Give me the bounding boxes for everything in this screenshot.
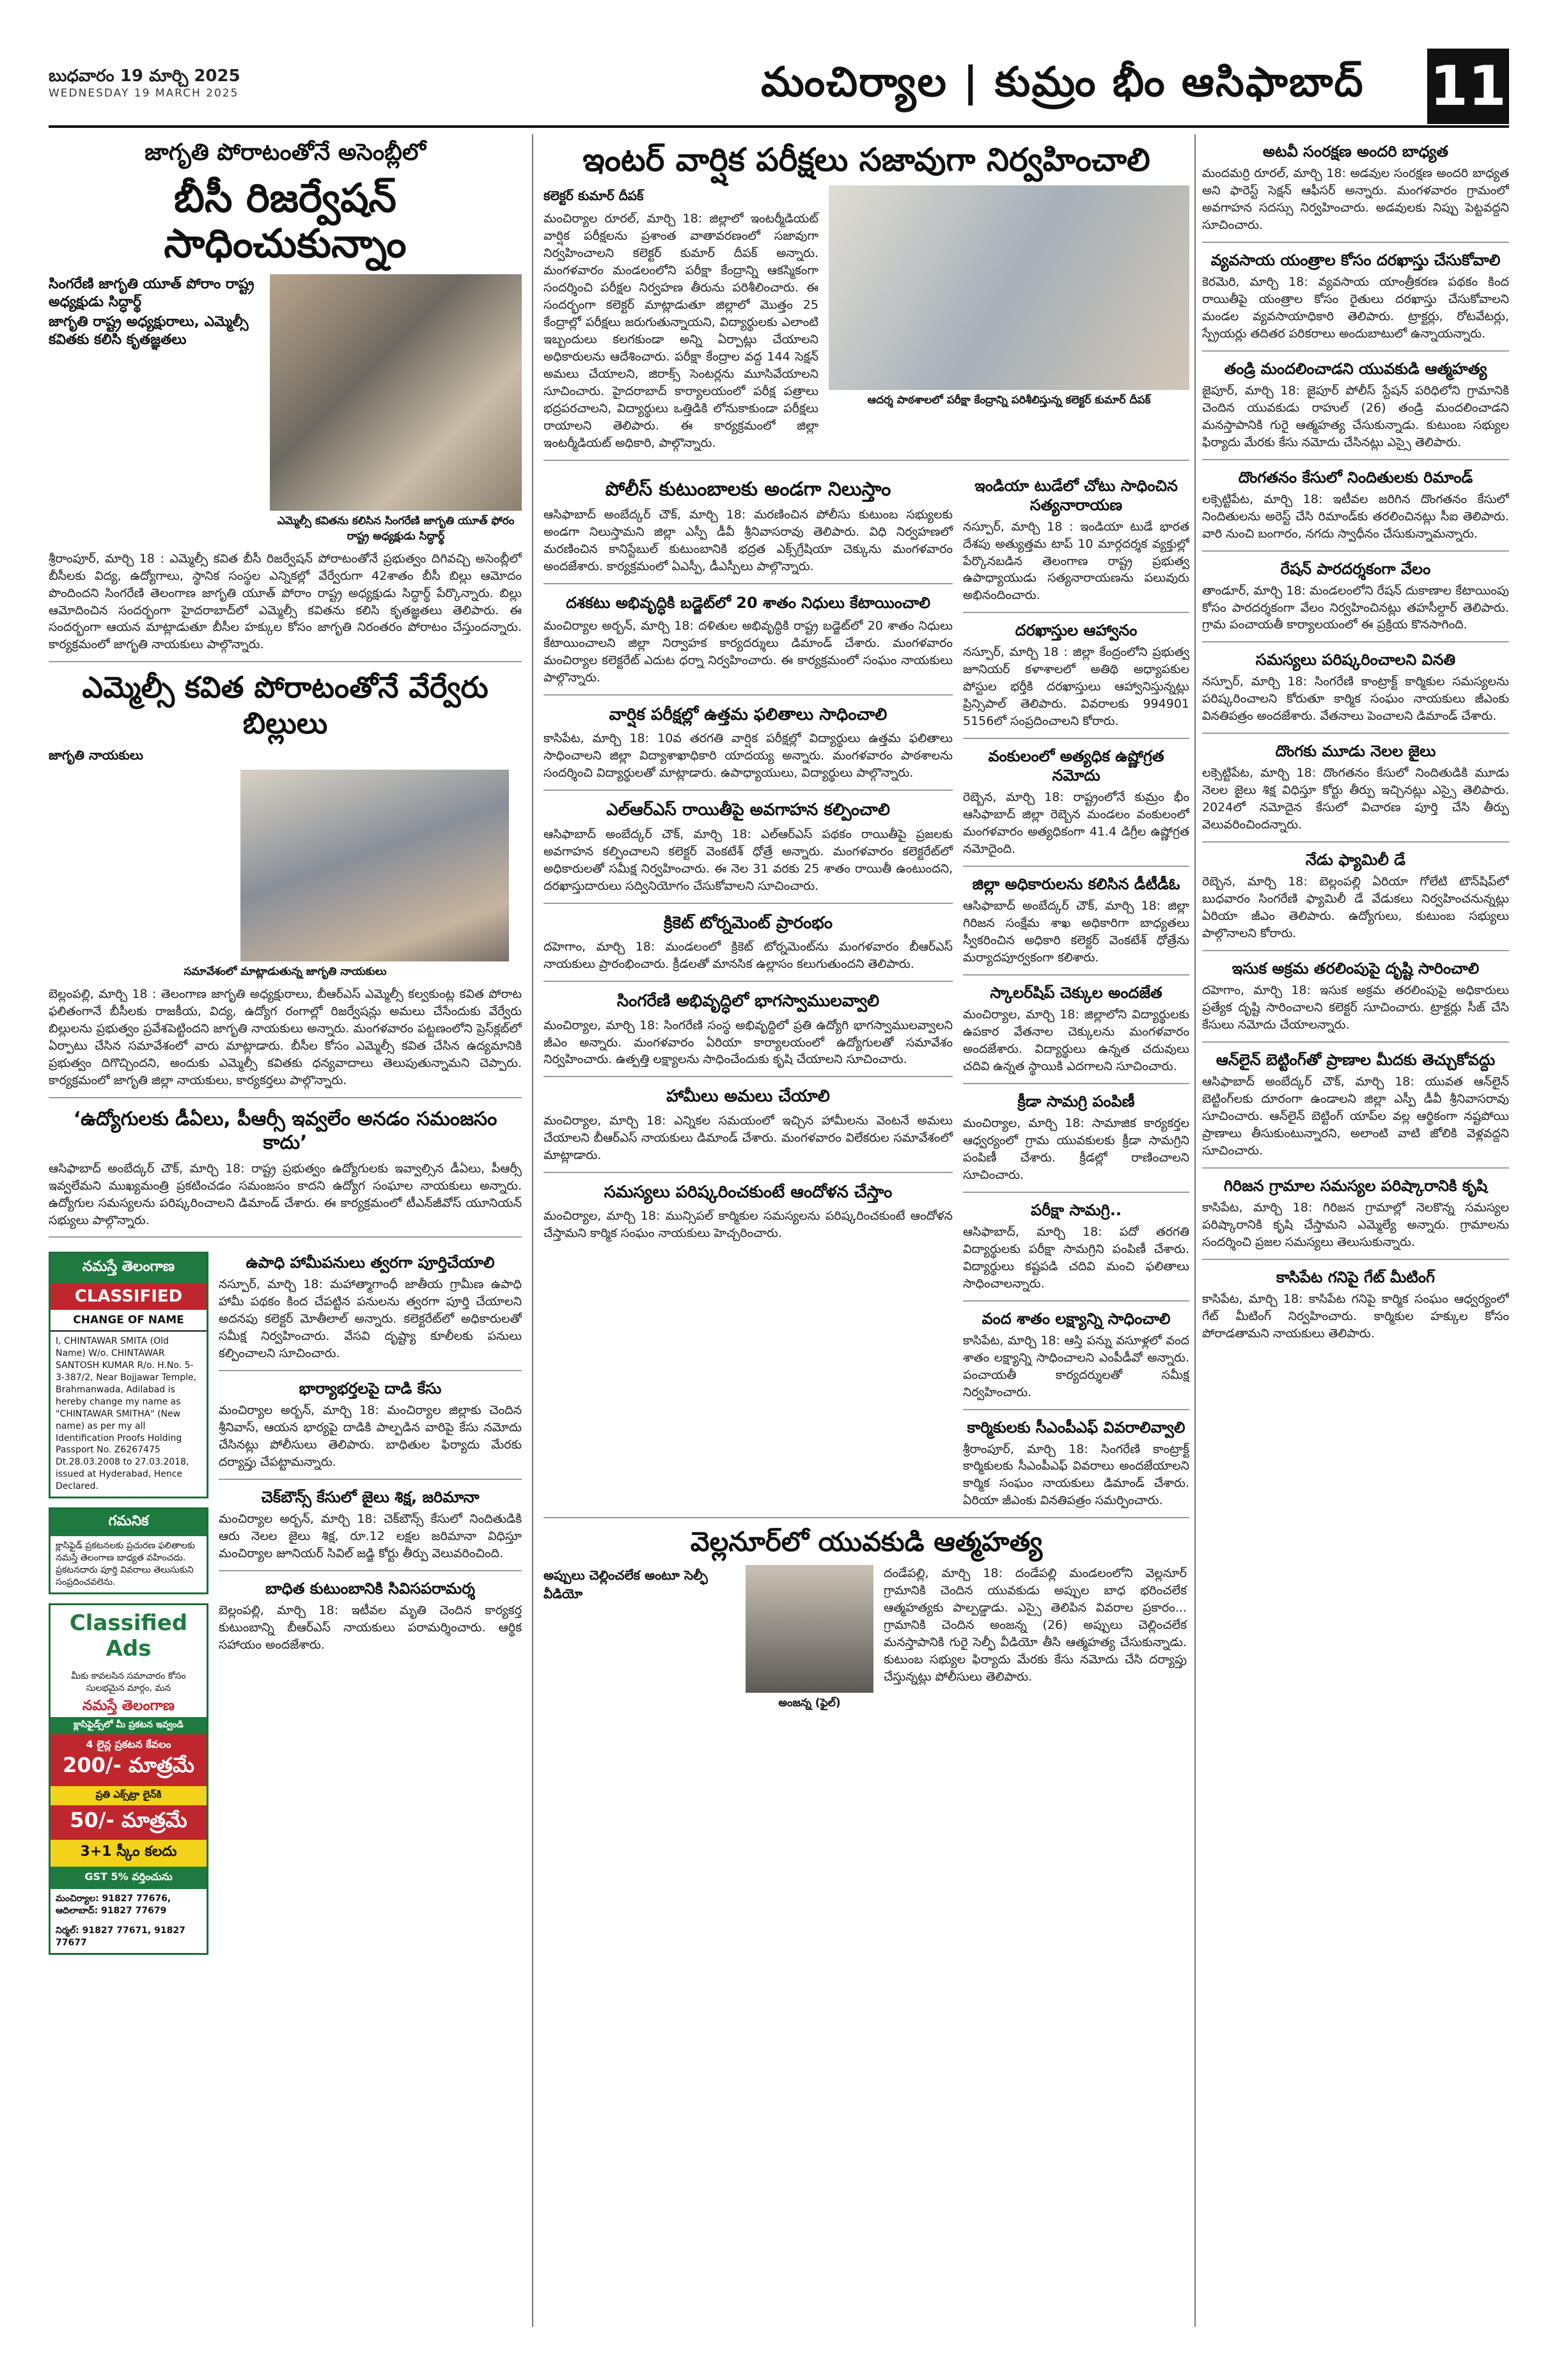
article-headline: చెక్‌బౌన్స్ కేసులో జైలు శిక్ష, జరిమానా <box>261 1488 480 1507</box>
article-headline: ఇండియా టుడేలో చోటు సాధించిన సత్యనారాయణ <box>974 476 1178 514</box>
divider <box>1202 1259 1509 1260</box>
notice-box <box>49 1507 208 1594</box>
article-headline: నేడు ఫ్యామిలీ డే <box>1305 851 1406 869</box>
notice-text: I, CHINTAWAR SMITA (Old Name) W/o. CHINTAWAR SANTOSH KUMAR R/o. H.No. 5-3-387/2, Near Bojjawar Temple, Brahmanwada, Adilabad is hereby change my name as "CHINTAWAR SMITHA" (New name) as per my all Identification Proofs Holding Passport No. Z6267475 Dt.28.03.2008 to 27.03.2018, issued at Hyderabad, Hence Declared. <box>56 1336 197 1492</box>
article-headline: తండ్రి మందలించాడని యువకుడి ఆత్మహత్య <box>1224 359 1487 378</box>
article-headline: ఆన్‌లైన్ బెట్టింగ్‌తో ప్రాణాల మీదకు తెచ్చుకోవద్దు <box>1216 1051 1496 1069</box>
article-headline: స్కాలర్‌షిప్ చెక్కుల అందజేత <box>990 984 1162 1002</box>
divider <box>963 1300 1189 1302</box>
masthead <box>0 0 1557 128</box>
article-headline: భార్యాభర్తలపై దాడి కేసు <box>299 1380 442 1398</box>
article-headline: గిరిజన గ్రామాల సమస్యల పరిష్కారానికి కృషి <box>1223 1176 1488 1195</box>
divider <box>544 789 953 791</box>
article-headline: ఎమ్మెల్సీ కవిత పోరాటంతోనే వేర్వేరు బిల్లులు <box>82 670 489 740</box>
article-body: కాసిపేట, మార్చి 18: గిరిజన గ్రామాల్లో నెలకొన్న సమస్యల పరిష్కారానికి కృషి చేస్తామని ఎమ్మెల్యే అన్నారు. గ్రామాలను సందర్శించి ప్రజల సమస్యలు తెలుసుకున్నారు. <box>1202 1200 1509 1249</box>
divider <box>544 981 953 982</box>
divider <box>1202 550 1509 552</box>
page-number: 11 <box>1427 49 1509 124</box>
article-headline: బీసీ రిజర్వేషన్ సాధించుకున్నాం <box>164 175 407 267</box>
article-body: మంచిర్యాల, మార్చి 18: సింగరేణి సంస్థ అభివృద్ధిలో ప్రతి ఉద్యోగి భాగస్వాములవ్వాలని జీఎం అన్నారు. మంగళవారం ఏరియా కార్యాలయంలో ఉద్యోగులతో సమావేశం నిర్వహించారు. ఉత్పత్తి లక్ష్యాలను సాధించేందుకు కృషి చేయాలని సూచించారు. <box>544 1018 953 1067</box>
offer-badge: 3+1 స్కీం కలదు <box>51 1840 207 1867</box>
article-headline: ఉపాధి హామీపనులు త్వరగా పూర్తిచేయాలి <box>246 1254 495 1272</box>
article-headline: ఇసుక అక్రమ తరలింపుపై దృష్టి సారించాలి <box>1232 960 1480 978</box>
article-body: మంచిర్యాల అర్బన్, మార్చి 18: చెక్‌బౌన్స్ కేసులో నిందితుడికి ఆరు నెలల జైలు శిక్ష, రూ.12 లక్షల జరిమానా విధిస్తూ మంచిర్యాల జూనియర్ సివిల్ జడ్జి కోర్టు తీర్పు వెలువరించింది. <box>219 1512 522 1561</box>
masthead-rule <box>49 125 1509 128</box>
article-body: కాసిపేట, మార్చి 18: 10వ తరగతి వార్షిక పరీక్షల్లో విద్యార్థులు ఉత్తమ ఫలితాలు సాధించాలని జిల్లా విద్యాశాఖాధికారి యాదయ్య అన్నారు. మంగళవారం పాఠశాలను సందర్శించి విద్యార్థులతో మాట్లాడారు. ఉపాధ్యాయులు, విద్యార్థులు పాల్గొన్నారు. <box>544 731 953 781</box>
divider <box>963 612 1189 613</box>
article-headline: దొంగతనం కేసులో నిందితులకు రిమాండ్ <box>1238 468 1473 486</box>
divider <box>219 1570 522 1571</box>
notice-title: CHANGE OF NAME <box>51 1310 207 1332</box>
article-body: మంచిర్యాల, మార్చి 18: మున్సిపల్ కార్మికుల సమస్యలను పరిష్కరించకుంటే ఆందోళన చేస్తామని కార్మిక సంఘం నాయకులు హెచ్చరించారు. <box>544 1209 953 1241</box>
article-body: రెబ్బెన, మార్చి 18: రాష్ట్రంలోనే కుమ్రం భీం ఆసిఫాబాద్ జిల్లా రెబ్బెన మండలం వంకులంలో మంగళవారం అత్యధికంగా 41.4 డిగ్రీల ఉష్ణోగ్రత నమోదైంది. <box>963 790 1189 857</box>
price-label: ప్రతి ఎక్స్‌ట్రా లైన్‌కి <box>51 1786 207 1805</box>
date-telugu: బుధవారం 19 మార్చి 2025 <box>49 66 240 86</box>
article-body: శ్రీరాంపూర్, మార్చి 18: సింగరేణి కాంట్రాక్ట్ కార్మికులకు సీఎంపీఎఫ్ వివరాలు అందజేయాలని కార్మిక సంఘం నాయకులు డిమాండ్ చేశారు. ఏరియా జీఎంకు వినతిపత్రం సమర్పించారు. <box>963 1442 1189 1508</box>
article-body: నస్పూర్, మార్చి 18: మహాత్మాగాంధీ జాతీయ గ్రామీణ ఉపాధి హామీ పథకం కింద చేపట్టిన పనులను త్వరగా పూర్తి చేయాలని అదనపు కలెక్టర్ మోతీలాల్ అన్నారు. కలెక్టరేట్‌లో అధికారులతో సమీక్ష నిర్వహించారు. వేసవి దృష్ట్యా కూలీలకు పనులు కల్పించాలని సూచించారు. <box>219 1277 522 1361</box>
article-headline: వార్షిక పరీక్షల్లో ఉత్తమ ఫలితాలు సాధించాలి <box>609 704 888 724</box>
article-body: ఆసిఫాబాద్ అంబేద్కర్ చౌక్, మార్చి 18: యువత ఆన్‌లైన్ బెట్టింగ్‌లకు దూరంగా ఉండాలని జిల్లా ఎస్పీ డీవీ శ్రీనివాసరావు సూచించారు. ఆన్‌లైన్ బెట్టింగ్ యాప్‌ల వల్ల ఆర్థికంగా నష్టపోయి ప్రాణాలు తీసుకుంటున్నారని, అలాంటి వాటి జోలికి వెళ్లవద్దని సూచించారు. <box>1202 1075 1509 1158</box>
divider <box>544 694 953 696</box>
divider <box>1202 841 1509 843</box>
column-right <box>1202 134 1509 2327</box>
divider <box>544 460 1189 461</box>
news-photo <box>746 1565 873 1693</box>
article-body: శ్రీరాంపూర్, మార్చి 18 : ఎమ్మెల్సీ కవిత బీసీ రిజర్వేషన్ పోరాటంతోనే ప్రభుత్వం దిగివచ్చి అసెంబ్లీలో బీసీలకు విద్య, ఉద్యోగాలు, స్థానిక సంస్థల ఎన్నికల్లో వేర్వేరుగా 42శాతం బీసీ బిల్లు ఆమోదం పొందిందని సింగరేణి తెలంగాణ జాగృతి యూత్ పోరాం రాష్ట్ర అధ్యక్షుడు సిద్ధార్థ్ పేర్కొన్నారు. బిల్లు ఆమోదించిన సందర్భంగా హైదరాబాద్‌లో ఎమ్మెల్సీ కవితను కలిసి కృతజ్ఞతలు తెలిపారు. ఈ సందర్భంగా ఆయన మాట్లాడుతూ బీసీల హక్కుల కోసం జాగృతి నిరంతరం పోరాటం చేస్తుందన్నారు. కార్యక్రమంలో జాగృతి నాయకులు పాల్గొన్నారు. <box>49 551 522 652</box>
article-body: బెల్లంపల్లి, మార్చి 18 : తెలంగాణ జాగృతి అధ్యక్షురాలు, బీఆర్‌ఎస్ ఎమ్మెల్సీ కల్వకుంట్ల కవిత పోరాట ఫలితంగానే బీసీలకు రాజకీయ, విద్య, ఉద్యోగ రంగాల్లో రిజర్వేషన్లు అమలు చేసేందుకు వేర్వేరు బిల్లులను ప్రభుత్వం ప్రవేశపెట్టిందని జాగృతి నాయకులు అన్నారు. మంగళవారం పట్టణంలోని ప్రెస్‌క్లబ్‌లో ఏర్పాటు చేసిన సమావేశంలో వారు మాట్లాడారు. బీసీల కోసం ఎమ్మెల్సీ కవిత చేసిన ఉద్యమానికి ప్రభుత్వం దిగొచ్చిందని, అందుకు ఎమ్మెల్సీ కవితకు ధన్యవాదాలు తెలుపుతున్నామని చెప్పారు. కార్యక్రమంలో జాగృతి జిల్లా నాయకులు, కార్యకర్తలు పాల్గొన్నారు. <box>49 986 522 1087</box>
divider <box>219 1370 522 1371</box>
article-headline: కాసిపేట గనిపై గేట్ మీటింగ్ <box>1276 1268 1436 1286</box>
divider <box>963 738 1189 739</box>
ad-brand: నమస్తే తెలంగాణ <box>51 1254 207 1283</box>
news-photo <box>240 770 509 961</box>
divider <box>963 1083 1189 1084</box>
article-body: కాసిపేట, మార్చి 18: కాసిపేట గనిపై కార్మిక సంఘం ఆధ్వర్యంలో గేట్ మీటింగ్ నిర్వహించారు. కార్మికుల హక్కుల కోసం పోరాడతామని నాయకులు తెలిపారు. <box>1202 1291 1509 1341</box>
promo-brand: Classified Ads <box>69 1610 188 1661</box>
article-headline: అటవీ సంరక్షణ అందరి బాధ్యత <box>1262 143 1449 160</box>
photo-caption: ఎమ్మెల్సీ కవితను కలిసిన సింగరేణి జాగృతి యూత్ ఫోరం రాష్ట్ర అధ్యక్షుడు సిద్ధార్థ్ <box>277 514 515 543</box>
article-body: జైపూర్, మార్చి 18: జైపూర్ పోలీస్ స్టేషన్ పరిధిలోని గ్రామానికి చెందిన యువకుడు రాహుల్ (26) తండ్రి మందలించాడని మనస్తాపానికి గురై ఆత్మహత్య చేసుకున్నాడు. కుటుంబ సభ్యుల ఫిర్యాదు మేరకు కేసు నమోదు చేసినట్లు ఎస్సై తెలిపారు. <box>1202 383 1509 449</box>
divider <box>544 903 953 904</box>
ad-classified-label: CLASSIFIED <box>51 1283 207 1310</box>
article-headline: జిల్లా అధికారులను కలిసిన డీటీడీఓ <box>972 875 1180 894</box>
article-body: మంచిర్యాల అర్బన్, మార్చి 18: దళితుల అభివృద్ధికి రాష్ట్ర బడ్జెట్‌లో 20 శాతం నిధులు కేటాయించాలని జిల్లా నిర్వాహక కార్యదర్శులు డిమాండ్ చేశారు. మంగళవారం మంచిర్యాల కలెక్టరేట్ ఎదుట ధర్నా నిర్వహించారు. ఈ కార్యక్రమంలో సంఘం నాయకులు పాల్గొన్నారు. <box>544 618 953 685</box>
article-body: దండేపల్లి, మార్చి 18: దండేపల్లి మండలంలోని వెల్లనూర్ గ్రామానికి చెందిన యువకుడు అప్పుల బాధ భరించలేక ఆత్మహత్యకు పాల్పడ్డాడు. ఎస్సై తెలిపిన వివరాల ప్రకారం... గ్రామానికి చెందిన అంజన్న (26) అప్పులు చెల్లించలేక మనస్తాపానికి గురై సెల్ఫీ వీడియో తీసి ఆత్మహత్య చేసుకున్నాడు. కుటుంబ సభ్యుల ఫిర్యాదు మేరకు కేసు నమోదు చేసి దర్యాప్తు చేస్తున్నట్లు పోలీసులు తెలిపారు. <box>884 1566 1187 1684</box>
column-divider <box>532 134 533 2327</box>
column-left <box>49 134 522 2327</box>
article-body: ఆసిఫాబాద్, మార్చి 18: పదో తరగతి విద్యార్థులకు పరీక్షా సామగ్రిని పంపిణీ చేశారు. విద్యార్థులు కష్టపడి చదివి మంచి ఫలితాలు సాధించాలన్నారు. <box>963 1224 1189 1291</box>
article-headline: పరీక్షా సామగ్రి.. <box>1030 1201 1122 1219</box>
divider <box>544 1172 953 1173</box>
article-body: తాండూర్, మార్చి 18: మండలంలోని రేషన్ దుకాణాల కేటాయింపు కోసం పారదర్శకంగా వేలం నిర్వహించినట్లు తహసీల్దార్ తెలిపారు. గ్రామ పంచాయతీ కార్యాలయంలో ఈ ప్రక్రియ కొనసాగింది. <box>1202 583 1509 632</box>
article-kicker: జాగృతి పోరాటంతోనే అసెంబ్లీలో <box>145 139 426 166</box>
article-headline: వంద శాతం లక్ష్యాన్ని సాధించాలి <box>982 1309 1171 1328</box>
article-headline: ఎల్‌ఆర్‌ఎస్ రాయితీపై అవగాహన కల్పించాలి <box>606 800 890 820</box>
article-body: మందమర్రి రూరల్, మార్చి 18: అడవుల సంరక్షణ అందరి బాధ్యత అని ఫారెస్ట్ సెక్షన్ ఆఫీసర్ అన్నారు. మంగళవారం గ్రామంలో అవగాహన సదస్సు నిర్వహించారు. అడవులకు నిప్పు పెట్టవద్దని సూచించారు. <box>1202 166 1509 232</box>
divider <box>49 1097 522 1098</box>
article-headline: పోలీస్ కుటుంబాలకు అండగా నిలుస్తాం <box>605 478 891 501</box>
article-headline: రేషన్ పారదర్శకంగా వేలం <box>1280 559 1431 578</box>
photo-caption: అంజన్న (ఫైల్) <box>778 1696 841 1709</box>
promo-line: క్లాసిఫైడ్స్‌లో మీ ప్రకటన ఇవ్వండి <box>51 1717 207 1734</box>
notice-body: క్లాసిఫైడ్ ప్రకటనలకు ప్రచురణ ఫలితాలకు నమస్తే తెలంగాణ బాధ్యత వహించదు. ప్రకటనదారు పూర్తి వివరాలు తెలుసుకుని సంప్రదించవలెను. <box>56 1541 196 1587</box>
classified-promo <box>49 1603 208 1955</box>
article-body: నస్పూర్, మార్చి 18 : జిల్లా కేంద్రంలోని ప్రభుత్వ జూనియర్ కళాశాలలో అతిథి అధ్యాపకుల పోస్టుల భర్తీకి దరఖాస్తులు ఆహ్వానిస్తున్నట్లు ప్రిన్సిపాల్ తెలిపారు. వివరాలకు 994901 5156లో సంప్రదించాలని కోరారు. <box>963 645 1189 729</box>
divider <box>963 1192 1189 1193</box>
article-body: మంచిర్యాల, మార్చి 18: సామాజిక కార్యకర్తల ఆధ్వర్యంలో గ్రామ యువకులకు క్రీడా సామగ్రిని పంపిణీ చేశారు. క్రీడల్లో రాణించాలని సూచించారు. <box>963 1116 1189 1182</box>
divider <box>544 1517 1189 1518</box>
article-headline: ఇంటర్ వార్షిక పరీక్షలు సజావుగా నిర్వహించాలి <box>583 141 1150 178</box>
ad-phone: మంచిర్యాల: 91827 77676, ఆదిలాబాద్: 91827 77679 <box>56 1894 171 1917</box>
article-headline: ‘ఉద్యోగులకు డీఏలు, పీఆర్సీ ఇవ్వలేం అనడం సమంజసం కాదు’ <box>73 1107 497 1155</box>
article-headline: వెల్లనూర్‌లో యువకుడి ఆత్మహత్య <box>690 1526 1043 1558</box>
divider <box>49 661 522 662</box>
article-headline: క్రికెట్ టోర్నమెంట్ ప్రారంభం <box>663 913 833 933</box>
article-body: లక్సెట్టిపేట, మార్చి 18: దొంగతనం కేసులో నిందితుడికి మూడు నెలల జైలు శిక్ష విధిస్తూ కోర్టు తీర్పు ఇచ్చినట్లు ఎస్సై తెలిపారు. 2024లో నమోదైన కేసులో విచారణ పూర్తి చేసి తీర్పు వెలువరించిందన్నారు. <box>1202 766 1509 832</box>
article-body: మంచిర్యాల, మార్చి 18: ఎన్నికల సమయంలో ఇచ్చిన హామీలను వెంటనే అమలు చేయాలని బీఆర్‌ఎస్ నాయకులు డిమాండ్ చేశారు. మంగళవారం విలేకరుల సమావేశంలో మాట్లాడారు. <box>544 1113 953 1162</box>
divider <box>544 583 953 584</box>
divider <box>219 1479 522 1480</box>
article-body: ఆసిఫాబాద్ అంబేద్కర్ చౌక్, మార్చి 18: ఎల్‌ఆర్‌ఎస్ పథకం రాయితీపై ప్రజలకు అవగాహన కల్పించాలని కలెక్టర్ వెంకటేశ్ ధోత్రే అన్నారు. మంగళవారం కలెక్టరేట్‌లో అధికారులతో సమీక్ష నిర్వహించారు. ఈ నెల 31 వరకు 25 శాతం రాయితీ ఉంటుందని, దరఖాస్తుదారులు సద్వినియోగం చేసుకోవాలని సూచించారు. <box>544 827 953 893</box>
article-headline: కార్మికులకు సీఎంపీఎఫ్ వివరాలివ్వాలి <box>967 1418 1185 1436</box>
photo-caption: ఆదర్శ పాఠశాలలో పరీక్షా కేంద్రాన్ని పరిశీలిస్తున్న కలెక్టర్ కుమార్ దీపక్ <box>867 394 1151 407</box>
article-body: నస్పూర్, మార్చి 18: సింగరేణి కాంట్రాక్ట్ కార్మికుల సమస్యలను పరిష్కరించాలని కోరుతూ కార్మిక సంఘం నాయకులు జీఎంకు వినతిపత్రం అందజేశారు. వేతనాలు పెంచాలని డిమాండ్ చేశారు. <box>1202 674 1509 724</box>
divider <box>1202 641 1509 642</box>
article-body: ఆసిఫాబాద్ అంబేద్కర్ చౌక్, మార్చి 18: మరణించిన పోలీసు కుటుంబ సభ్యులకు అండగా నిలుస్తామని జిల్లా ఎస్పీ డీవీ శ్రీనివాసరావు తెలిపారు. విధి నిర్వహణలో మరణించిన కానిస్టేబుల్ కుటుంబానికి భద్రత ఎక్స్‌గ్రేషియా చెక్కును మంగళవారం అందజేశారు. కార్యక్రమంలో ఏఎస్పీ, డీఎస్పీలు పాల్గొన్నారు. <box>544 508 953 573</box>
article-body: కాసిపేట, మార్చి 18: ఆస్తి పన్ను వసూళ్లలో వంద శాతం లక్ష్యాన్ని సాధించాలని ఎంపీడీవో అన్నారు. పంచాయతీ కార్యదర్శులతో సమీక్ష నిర్వహించారు. <box>963 1333 1189 1399</box>
divider <box>963 974 1189 976</box>
article-body: దహెగాం, మార్చి 18: మండలంలో క్రికెట్ టోర్నమెంట్‌ను మంగళవారం బీఆర్‌ఎస్ నాయకులు ప్రారంభించారు. క్రీడలతో మానసిక ఉల్లాసం కలుగుతుందని తెలిపారు. <box>544 940 953 972</box>
gst-note: GST 5% వర్తించును <box>51 1867 207 1889</box>
divider <box>1202 950 1509 951</box>
divider <box>544 1076 953 1077</box>
article-body: లక్సెట్టిపేట, మార్చి 18: ఇటీవల జరిగిన దొంగతనం కేసులో నిందితులను అరెస్ట్ చేసి రిమాండ్‌కు తరలించినట్లు సీఐ తెలిపారు. వారి నుంచి బంగారం, నగదు స్వాధీనం చేసుకున్నామన్నారు. <box>1202 492 1509 541</box>
article-body: మంచిర్యాల, మార్చి 18: జిల్లాలోని విద్యార్థులకు ఉపకార వేతనాల చెక్కులను మంగళవారం అందజేశారు. విద్యార్థులు ఉన్నత చదువులు చదివి ఉన్నత స్థాయికి ఎదగాలని సూచించారు. <box>963 1007 1189 1073</box>
divider <box>1202 733 1509 734</box>
article-body: బెల్లంపల్లి, మార్చి 18: ఇటీవల మృతి చెందిన కార్యకర్త కుటుంబాన్ని బీఆర్‌ఎస్ నాయకులు పరామర్శించారు. ఆర్థిక సహాయం అందజేశారు. <box>219 1603 522 1653</box>
price-value: 200/- మాత్రమే <box>51 1753 207 1786</box>
promo-line: మీకు కావలసిన సమాచారం కోసం సులభమైన మార్గం, మన <box>71 1670 186 1693</box>
article-body: నస్పూర్, మార్చి 18 : ఇండియా టుడే భారత దేశపు అత్యుత్తమ టాప్ 10 మార్గదర్శక వ్యక్తుల్లో పేర్కొనబడిన తెలంగాణ రాష్ట్ర ప్రభుత్వ ఉపాధ్యాయుడు సత్యనారాయణను పలువురు అభినందించారు. <box>963 519 1189 603</box>
article-bullet: సింగరేణి జాగృతి యూత్ పోరాం రాష్ట్ర అధ్యక్షుడు సిద్ధార్థ్ <box>49 276 254 311</box>
divider <box>1202 242 1509 243</box>
divider <box>1202 459 1509 460</box>
section-title: మంచిర్యాల | కుమ్రం భీం ఆసిఫాబాద్ <box>761 59 1365 106</box>
ad-phone: నిర్మల్: 91827 77671, 91827 77677 <box>56 1925 185 1948</box>
divider <box>1202 350 1509 352</box>
column-center <box>544 134 1189 2327</box>
article-body: దహెగాం, మార్చి 18: ఇసుక అక్రమ తరలింపుపై అధికారులు ప్రత్యేక దృష్టి సారించాలని కలెక్టర్ సూచించారు. ట్రాక్టర్లు సీజ్ చేసి కేసులు నమోదు చేయాలన్నారు. <box>1202 983 1509 1032</box>
divider <box>963 866 1189 867</box>
column-divider <box>1194 134 1196 2327</box>
article-body: రెబ్బెన, మార్చి 18: బెల్లంపల్లి ఏరియా గోలేటి టౌన్‌షిప్‌లో బుధవారం సింగరేణి ఫ్యామిలీ డే వేడుకలు నిర్వహించనున్నట్లు ఏరియా జీఎం తెలిపారు. ఉద్యోగులు, కుటుంబ సభ్యులు పాల్గొనాలని కోరారు. <box>1202 875 1509 941</box>
date-english: WEDNESDAY 19 MARCH 2025 <box>49 87 239 100</box>
divider <box>49 1236 522 1238</box>
article-body: మంచిర్యాల రూరల్, మార్చి 18: జిల్లాలో ఇంటర్మీడియట్ వార్షిక పరీక్షలను ప్రశాంత వాతావరణంలో సజావుగా నిర్వహించాలని కలెక్టర్ కుమార్ దీపక్ అన్నారు. మంగళవారం మండలంలోని పరీక్షా కేంద్రాన్ని ఆకస్మికంగా సందర్శించి పరీక్షల నిర్వహణ తీరును పరిశీలించారు. ఈ సందర్భంగా కలెక్టర్ మాట్లాడుతూ జిల్లాలో మొత్తం 25 కేంద్రాల్లో పరీక్షలు జరుగుతున్నాయని, విద్యార్థులకు ఎలాంటి ఇబ్బందులు కలగకుండా అన్ని ఏర్పాట్లు చేయాలని అధికారులను ఆదేశించారు. పరీక్షా కేంద్రాల వద్ద 144 సెక్షన్ అమలు చేయాలని, జిరాక్స్ సెంటర్లను మూసివేయాలని సూచించారు. హైదరాబాద్ కార్యాలయంలో పరీక్ష పత్రాలు భద్రపరచాలని, విద్యార్థులు ఒత్తిడికి లోనుకాకుండా పరీక్షలు రాయాలని తెలిపారు. ఈ కార్యక్రమంలో జిల్లా ఇంటర్మీడియట్ అధికారి, పాల్గొన్నారు. <box>544 212 818 450</box>
divider <box>1202 1041 1509 1043</box>
article-body: మంచిర్యాల అర్బన్, మార్చి 18: మంచిర్యాల జిల్లాకు చెందిన శ్రీనివాస్, ఆయన భార్యపై దాడికి పాల్పడిన వారిపై కేసు నమోదు చేసినట్లు పోలీసులు తెలిపారు. బాధితుల ఫిర్యాదు మేరకు దర్యాప్తు చేపట్టామన్నారు. <box>219 1403 522 1470</box>
article-body: ఆసిఫాబాద్ అంబేద్కర్ చౌక్, మార్చి 18: జిల్లా గిరిజన సంక్షేమ శాఖ అధికారిగా బాధ్యతలు స్వీకరించిన అధికారి కలెక్టర్ వెంకటేశ్ ధోత్రేను మర్యాదపూర్వకంగా కలిశారు. <box>963 899 1189 965</box>
article-bullet: జాగృతి రాష్ట్ర అధ్యక్షురాలు, ఎమ్మెల్సీ కవితకు కలిసి కృతజ్ఞతలు <box>49 313 249 348</box>
photo-caption: సమావేశంలో మాట్లాడుతున్న జాగృతి నాయకులు <box>184 965 387 978</box>
promo-line: నమస్తే తెలంగాణ <box>82 1698 175 1715</box>
article-headline: దొంగకు మూడు నెలల జైలు <box>1275 742 1436 761</box>
classified-ad <box>49 1252 208 1498</box>
article-headline: సమస్యలు పరిష్కరించకుంటే ఆందోళన చేస్తాం <box>604 1182 893 1202</box>
article-headline: బాధిత కుటుంబానికి సివిసపరామర్శ <box>265 1580 475 1598</box>
article-headline: సింగరేణి అభివృద్ధిలో భాగస్వాములవ్వాలి <box>616 992 880 1011</box>
article-byline: జాగృతి నాయకులు <box>49 747 143 763</box>
article-headline: వంకులంలో అత్యధిక ఉష్ణోగ్రత నమోదు <box>988 747 1164 785</box>
article-headline: సమస్యలు పరిష్కరించాలని వినతి <box>1255 651 1456 669</box>
news-photo <box>270 274 522 511</box>
article-headline: హామీలు అమలు చేయాలి <box>666 1087 830 1107</box>
article-headline: దరఖాస్తుల ఆహ్వానం <box>1015 621 1138 640</box>
article-body: కెరమెరి, మార్చి 18: వ్యవసాయ యాంత్రీకరణ పథకం కింద రాయితీపై యంత్రాల కోసం రైతులు దరఖాస్తు చేసుకోవాలని మండల వ్యవసాయాధికారి తెలిపారు. ట్రాక్టర్లు, రోటవేటర్లు, స్ప్రేయర్లు తదితర పరికరాలు అందుబాటులో ఉన్నాయన్నారు. <box>1202 274 1509 341</box>
article-headline: క్రీడా సామగ్రి పంపిణీ <box>1017 1092 1135 1110</box>
notice-heading: గమనిక <box>51 1509 207 1536</box>
news-photo <box>829 185 1189 390</box>
divider <box>963 1409 1189 1410</box>
article-headline: దశకటు అభివృద్ధికి బడ్జెట్‌లో 20 శాతం నిధులు కేటాయించాలి <box>565 593 931 612</box>
article-byline: కలెక్టర్ కుమార్ దీపక్ <box>544 188 644 203</box>
article-headline: వ్యవసాయ యంత్రాల కోసం దరఖాస్తు చేసుకోవాలి <box>1210 251 1501 269</box>
price-label: 4 లైన్ల ప్రకటన కేవలం <box>51 1734 207 1753</box>
divider <box>1202 1167 1509 1169</box>
article-byline: అప్పులు చెల్లించలేక అంటూ సెల్ఫీ వీడియో <box>544 1567 708 1601</box>
article-body: ఆసిఫాబాద్ అంబేద్కర్ చౌక్, మార్చి 18: రాష్ట్ర ప్రభుత్వం ఉద్యోగులకు ఇవ్వాల్సిన డీఏలు, పీఆర్సీ ఇవ్వలేమని ముఖ్యమంత్రి ప్రకటించడం సమంజసం కాదని ఉద్యోగ సంఘాల నాయకులు అన్నారు. ఉద్యోగుల సమస్యలను పరిష్కరించాలని డిమాండ్ చేశారు. ఈ కార్యక్రమంలో టీఎన్‌జీవోస్ యూనియన్ సభ్యులు పాల్గొన్నారు. <box>49 1161 522 1227</box>
price-value: 50/- మాత్రమే <box>51 1805 207 1840</box>
